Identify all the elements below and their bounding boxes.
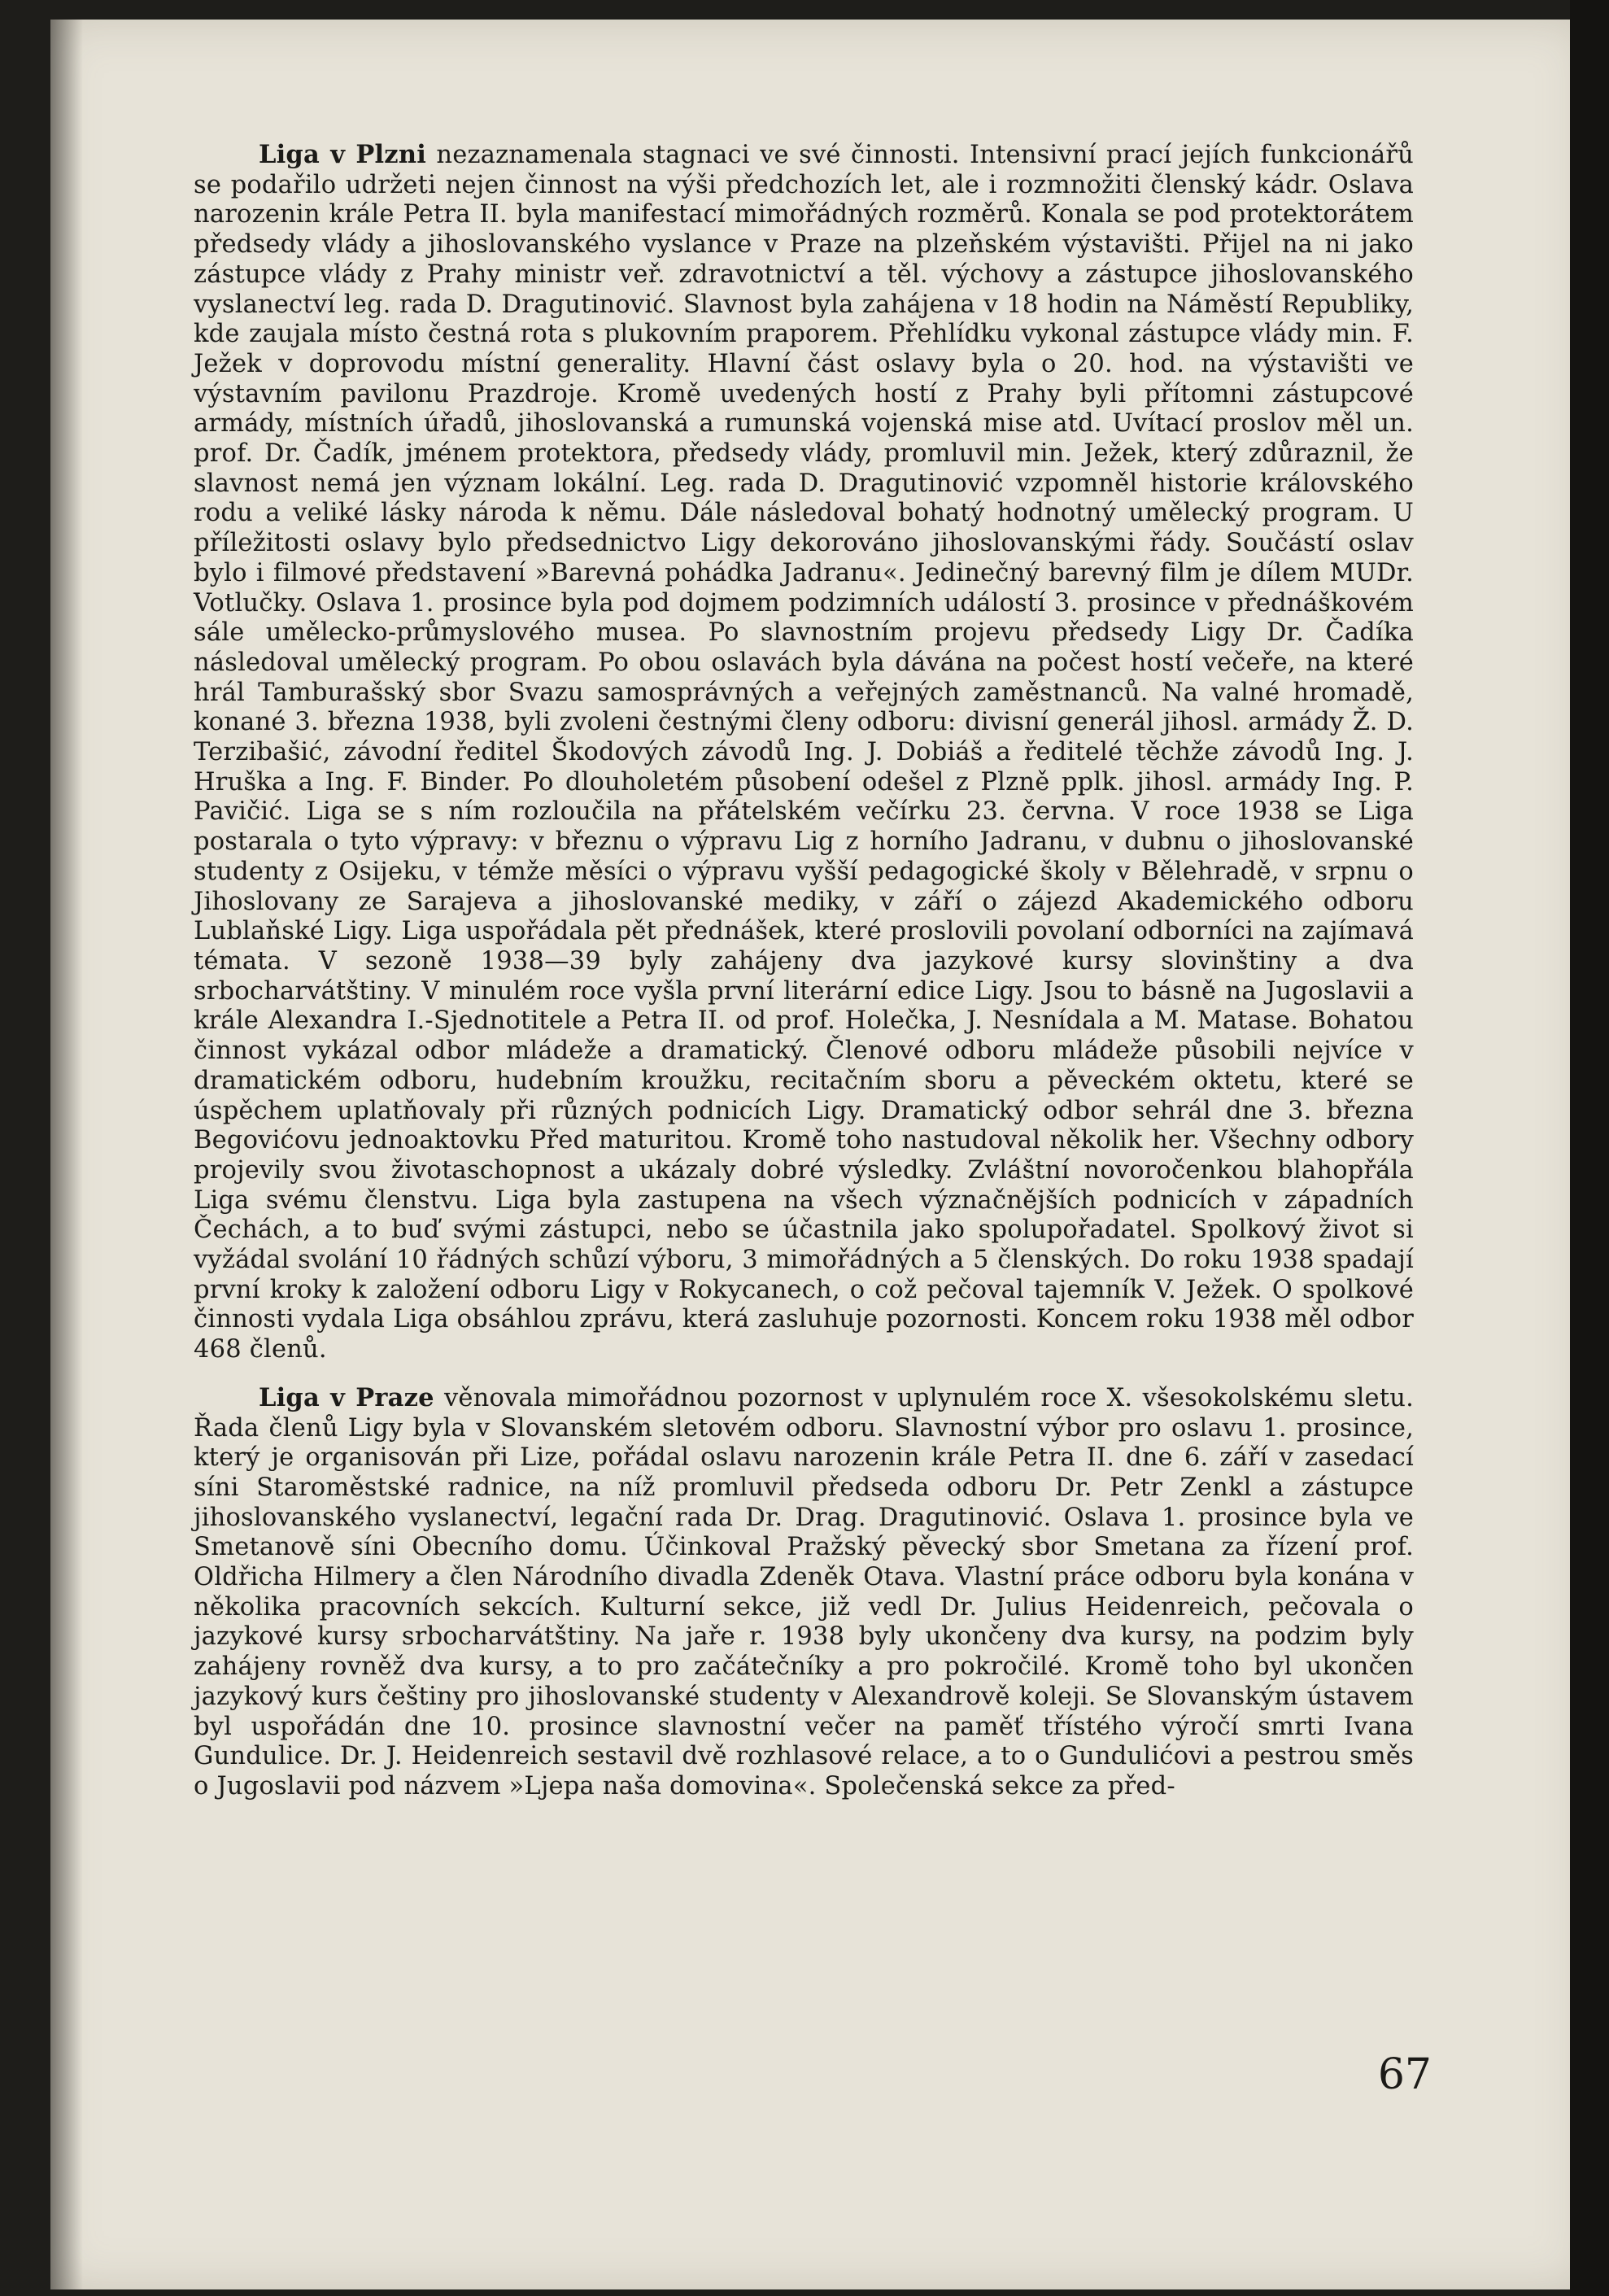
paragraph-lead: Liga v Praze [259, 1382, 434, 1412]
paragraph-text: věnovala mimořádnou pozornost v uplynulém roce X. všesokolskému sletu. Řada členů Ligy byla v Slovanském sletovém odboru. Slavnostní výbor pro oslavu 1. prosince, který je organisován při Lize, pořádal oslavu narozenin krále Petra II. dne 6. září v zasedací síni Staroměstské radnice, na níž promluvil předseda odboru Dr. Petr Zenkl a zástupce jihoslovanského vyslanectví, legační rada Dr. Drag. Dragutinović. Oslava 1. prosince byla ve Smetanově síni Obecního domu. Účinkoval Pražský pěvecký sbor Smetana za řízení prof. Oldřicha Hilmery a člen Národního divadla Zdeněk Otava. Vlastní práce odboru byla konána v několika pracovních sekcích. Kulturní sekce, již vedl Dr. Julius Heidenreich, pečovala o jazykové kursy srbocharvátštiny. Na jaře r. 1938 byly ukončeny dva kursy, na podzim byly zahájeny rovněž dva kursy, a to pro začátečníky a pro pokročilé. Kromě toho byl ukončen jazykový kurs češtiny pro jihoslovanské studenty v Alexandrově koleji. Se Slovanským ústavem byl uspořádán dne 10. prosince slavnostní večer na paměť třístého výročí smrti Ivana Gundulice. Dr. J. Heidenreich sestavil dvě rozhlasové relace, a to o Gundulićovi a pestrou směs o Jugoslavii pod názvem »Ljepa naša domovina«. Společenská sekce za před- [194, 1383, 1414, 1801]
paragraph-liga-v-praze [194, 1383, 1414, 1802]
paragraph-liga-v-plzni [194, 140, 1414, 1365]
page-number: 67 [1377, 2050, 1432, 2099]
paragraph-text: nezaznamenala stagnaci ve své činnosti. Intensivní prací jejích funkcionářů se podařilo udržeti nejen činnost na výši předchozích let, ale i rozmnožiti členský kádr. Oslava narozenin krále Petra II. byla manifestací mimořádných rozměrů. Konala se pod protektorátem předsedy vlády a jihoslovanského vyslance v Praze na plzeňském výstavišti. Přijel na ni jako zástupce vlády z Prahy ministr veř. zdravotnictví a těl. výchovy a zástupce jihoslovanského vyslanectví leg. rada D. Dragutinović. Slavnost byla zahájena v 18 hodin na Náměstí Republiky, kde zaujala místo čestná rota s plukovním praporem. Přehlídku vykonal zástupce vlády min. F. Ježek v doprovodu místní generality. Hlavní část oslavy byla o 20. hod. na výstavišti ve výstavním pavilonu Prazdroje. Kromě uvedených hostí z Prahy byli přítomni zástupcové armády, místních úřadů, jihoslovanská a rumunská vojenská mise atd. Uvítací proslov měl un. prof. Dr. Čadík, jménem protektora, předsedy vlády, promluvil min. Ježek, který zdůraznil, že slavnost nemá jen význam lokální. Leg. rada D. Dragutinović vzpomněl historie královského rodu a veliké lásky národa k němu. Dále následoval bohatý hodnotný umělecký program. U příležitosti oslavy bylo předsednictvo Ligy dekorováno jihoslovanskými řády. Součástí oslav bylo i filmové představení »Barevná pohádka Jadranu«. Jedinečný barevný film je dílem MUDr. Votlučky. Oslava 1. prosince byla pod dojmem podzimních událostí 3. prosince v přednáškovém sále umělecko-průmyslového musea. Po slavnostním projevu předsedy Ligy Dr. Čadíka následoval umělecký program. Po obou oslavách byla dávána na počest hostí večeře, na které hrál Tamburašský sbor Svazu samosprávných a veřejných zaměstnanců. Na valné hromadě, konané 3. března 1938, byli zvoleni čestnými členy odboru: divisní generál jihosl. armády Ž. D. Terzibašić, závodní ředitel Škodových závodů Ing. J. Dobiáš a ředitelé těchže závodů Ing. J. Hruška a Ing. F. Binder. Po dlouholetém působení odešel z Plzně pplk. jihosl. armády Ing. P. Pavičić. Liga se s ním rozloučila na přátelském večírku 23. června. V roce 1938 se Liga postarala o tyto výpravy: v březnu o výpravu Lig z horního Jadranu, v dubnu o jihoslovanské studenty z Osijeku, v témže měsíci o výpravu vyšší pedagogické školy v Bělehradě, v srpnu o Jihoslovany ze Sarajeva a jihoslovanské mediky, v září o zájezd Akademického odboru Lublaňské Ligy. Liga uspořádala pět přednášek, které proslovili povolaní odborníci na zajímavá témata. V sezoně 1938—39 byly zahájeny dva jazykové kursy slovinštiny a dva srbocharvátštiny. V minulém roce vyšla první literární edice Ligy. Jsou to básně na Jugoslavii a krále Alexandra I.-Sjednotitele a Petra II. od prof. Holečka, J. Nesnídala a M. Matase. Bohatou činnost vykázal odbor mládeže a dramatický. Členové odboru mládeže působili nejvíce v dramatickém odboru, hudebním kroužku, recitačním sboru a pěveckém oktetu, které se úspěchem uplatňovaly při různých podnicích Ligy. Dramatický odbor sehrál dne 3. března Begovićovu jednoaktovku Před maturitou. Kromě toho nastudoval několik her. Všechny odbory projevily svou životaschopnost a ukázaly dobré výsledky. Zvláštní novoročenkou blahopřála Liga svému členstvu. Liga byla zastupena na všech význačnějších podnicích v západních Čechách, a to buď svými zástupci, nebo se účastnila jako spolupořadatel. Spolkový život si vyžádal svolání 10 řádných schůzí výboru, 3 mimořádných a 5 členských. Do roku 1938 spadají první kroky k založení odboru Ligy v Rokycanech, o což pečoval tajemník V. Ježek. O spolkové činnosti vydala Liga obsáhlou zprávu, která zasluhuje pozornosti. Koncem roku 1938 měl odbor 468 členů. [194, 141, 1414, 1364]
page-edge [1570, 0, 1609, 2296]
spine-shadow [50, 20, 83, 2289]
body-text [194, 140, 1414, 1802]
paragraph-lead: Liga v Plzni [259, 140, 426, 169]
